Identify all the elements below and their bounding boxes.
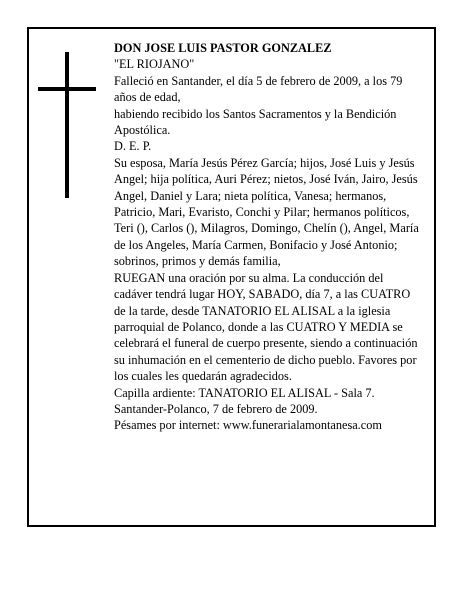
death-info: Falleció en Santander, el día 5 de febrero de 2009, a los 79 años de edad, [114, 73, 403, 105]
condolences-info: Pésames por internet: www.funerarialamontanesa.com [114, 418, 382, 433]
sacraments-info: habiendo recibido los Santos Sacramentos y la Bendición Apostólica. [114, 106, 397, 138]
family-list: Su esposa, María Jesús Pérez García; hijos, José Luis y Jesús Angel; hija política, Auri Pérez; nietos, José Iván, Jairo, Jesús Angel, Daniel y Lara; nieta política, Vanesa; hermanos, Patricio, Mari, Evaristo, Conchi y Pilar; hermanos políticos, Teri (), Carlos (), Milagros, Domingo, Chelín (), Angel, María de los Angeles, María Carmen, Bonifacio y José Antonio; sobrinos, primos y demás familia, [114, 155, 419, 269]
funeral-info: RUEGAN una oración por su alma. La conducción del cadáver tendrá lugar HOY, SABADO, día 7, a las CUATRO de la tarde, desde TANATORIO EL ALISAL a la iglesia parroquial de Polanco, donde a las CUATRO Y MEDIA se celebrará el funeral de cuerpo presente, siendo a continuación su inhumación en el cementerio de dicho pueblo. Favores por los cuales les quedarán agradecidos. [114, 270, 418, 384]
obituary-text [114, 40, 424, 434]
cross-horizontal-bar [38, 87, 96, 91]
rip-text: D. E. P. [114, 139, 152, 154]
chapel-info: Capilla ardiente: TANATORIO EL ALISAL - Sala 7. [114, 385, 375, 400]
cross-vertical-bar [65, 52, 69, 198]
place-date: Santander-Polanco, 7 de febrero de 2009. [114, 401, 318, 416]
deceased-name: DON JOSE LUIS PASTOR GONZALEZ [114, 41, 332, 55]
deceased-nickname: "EL RIOJANO" [114, 57, 195, 72]
cross-icon [38, 52, 96, 198]
